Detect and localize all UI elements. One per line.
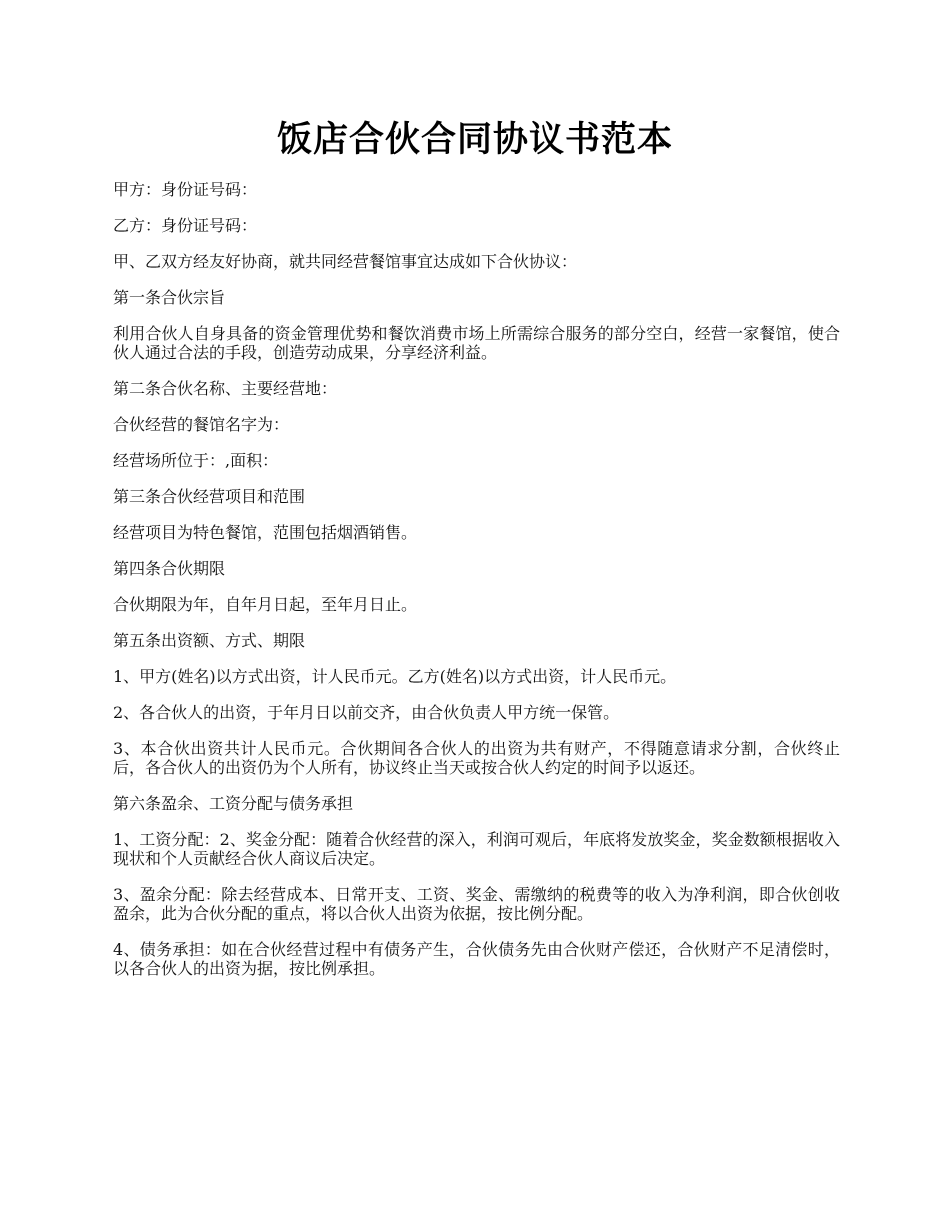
- article-3-text: 经营项目为特色餐馆，范围包括烟酒销售。: [113, 523, 418, 542]
- article-6-item-4: 4、债务承担：如在合伙经营过程中有债务产生，合伙债务先由合伙财产偿还，合伙财产不足清偿时，以各合伙人的出资为据，按比例承担。: [113, 940, 840, 978]
- article-2-location: 经营场所位于：,面积：: [113, 451, 279, 470]
- article-1-heading: 第一条合伙宗旨: [113, 288, 226, 307]
- document-body: [113, 180, 840, 995]
- article-6-heading: 第六条盈余、工资分配与债务承担: [113, 794, 354, 813]
- article-5-heading: 第五条出资额、方式、期限: [113, 631, 306, 650]
- article-4-heading: 第四条合伙期限: [113, 559, 226, 578]
- article-5-item-3: 3、本合伙出资共计人民币元。合伙期间各合伙人的出资为共有财产，不得随意请求分割，合伙终止后，各合伙人的出资仍为个人所有，协议终止当天或按合伙人约定的时间予以返还。: [113, 739, 840, 777]
- preamble: 甲、乙双方经友好协商，就共同经营餐馆事宜达成如下合伙协议：: [113, 252, 578, 271]
- article-4-text: 合伙期限为年，自年月日起，至年月日止。: [113, 595, 418, 614]
- party-b-line: 乙方：身份证号码：: [113, 216, 258, 235]
- article-6-item-3: 3、盈余分配：除去经营成本、日常开支、工资、奖金、需缴纳的税费等的收入为净利润，即合伙创收盈余，此为合伙分配的重点，将以合伙人出资为依据，按比例分配。: [113, 885, 840, 923]
- article-1-text: 利用合伙人自身具备的资金管理优势和餐饮消费市场上所需综合服务的部分空白，经营一家餐馆，使合伙人通过合法的手段，创造劳动成果，分享经济利益。: [113, 324, 840, 362]
- article-2-name: 合伙经营的餐馆名字为：: [113, 415, 290, 434]
- article-3-heading: 第三条合伙经营项目和范围: [113, 487, 306, 506]
- article-6-item-1-2: 1、工资分配：2、奖金分配：随着合伙经营的深入，利润可观后，年底将发放奖金，奖金数额根据收入现状和个人贡献经合伙人商议后决定。: [113, 830, 840, 868]
- article-5-item-1: 1、甲方(姓名)以方式出资，计人民币元。乙方(姓名)以方式出资，计人民币元。: [113, 667, 677, 686]
- article-2-heading: 第二条合伙名称、主要经营地：: [113, 379, 338, 398]
- document-title: 饭店合伙合同协议书范本: [276, 120, 673, 160]
- party-a-line: 甲方：身份证号码：: [113, 180, 258, 199]
- article-5-item-2: 2、各合伙人的出资，于年月日以前交齐，由合伙负责人甲方统一保管。: [113, 703, 620, 722]
